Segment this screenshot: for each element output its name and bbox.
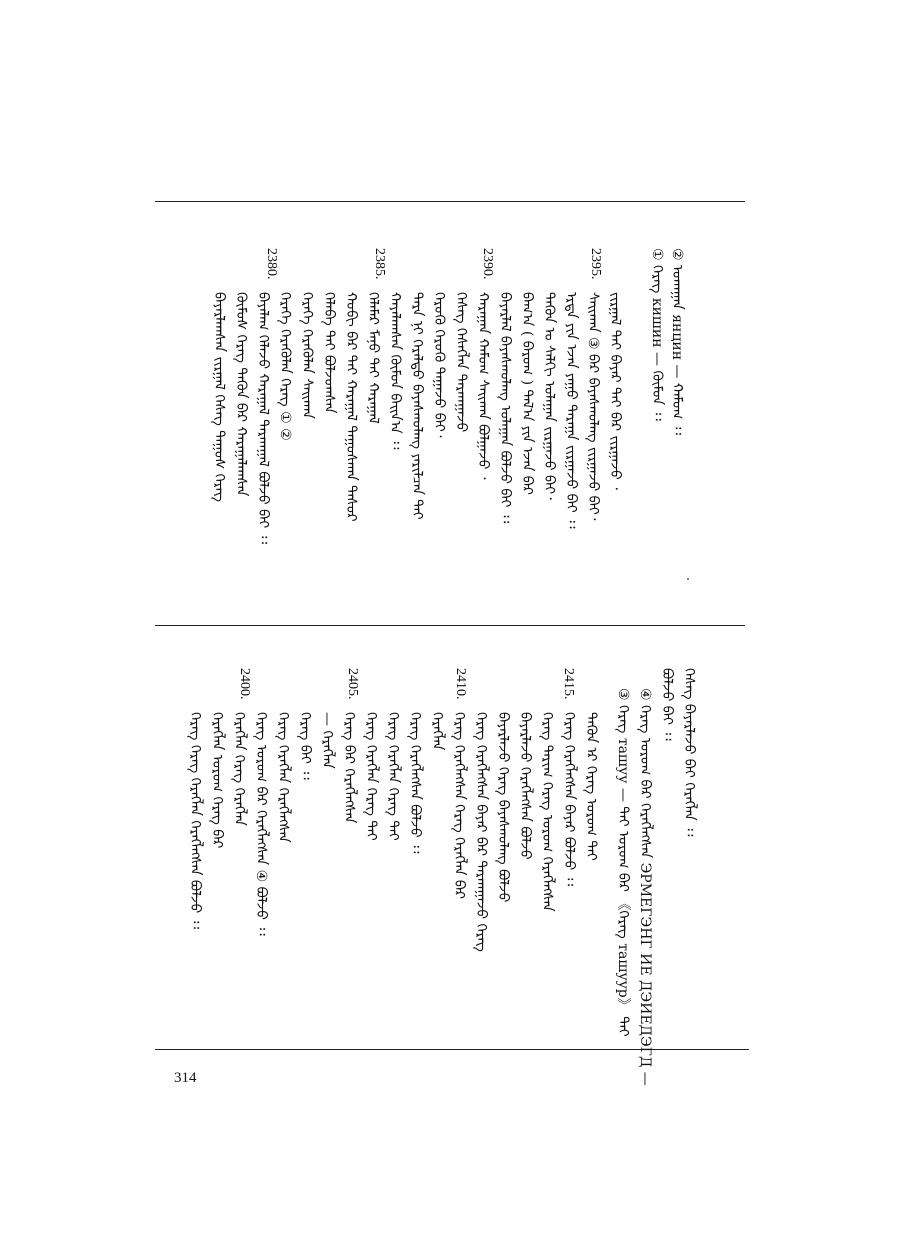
header-line: ᠪᠣᠯᠵᠤ ᠪᠠᠢ ᠄᠄ (659, 668, 675, 741)
header-line: ᠬᠡᠰᠡᠭ ᠪᠠᠶᠠᠷᠯᠠᠵᠤ ᠪᠠᠢ ᠬᠡᠷᠡᠭᠯᠡᠨ ᠄᠄ (681, 668, 697, 837)
verse-line: — ᠬᠡᠷᠡᠭᠯᠡᠨ (319, 712, 335, 769)
footnote-line: ② ᠤᠬᠠᠭᠠᠨ янцин — ᠬᠠᠮᠤᠭ ᠄᠄ (669, 248, 685, 435)
line-number: 2390. (480, 248, 495, 280)
verse-block-bottom (187, 668, 704, 1228)
verse-line: ᠬᠡᠷᠡᠭ ᠪᠠᠷ ᠬᠡᠷᠡᠭᠯᠡᠭᠰᠡᠨ (341, 712, 357, 824)
verse-line: ᠪᠠᠶᠠᠷᠯᠠᠵᠤ ᠬᠡᠷᠡᠭ ᠪᠠᠶᠠᠰᠬᠤᠯᠠᠩ ᠪᠣᠯᠵᠤ (495, 712, 511, 903)
verse-line: ᠬᠡᠷᠡᠭᠯᠡᠨ ᠬᠡᠷᠡᠭ ᠬᠡᠷᠡᠭᠯᠡᠨ (231, 712, 247, 826)
verse-line: ᠬᠡᠷᠡᠭᠯᠡᠨ ᠤᠷᠤᠭ ᠬᠡᠷᠡᠭ ᠪᠠᠷ (209, 712, 225, 849)
verse-line: ᠲᠡᠭᠦᠨ ᠡᠷ ᠬᠡᠷᠡᠭ ᠤᠷᠤᠭ ᠲᠠᠢ (583, 712, 599, 861)
verse-line: ᠲᠡᠭᠦᠨ ᠤ ᠰᠠᠯᠬᠢ ᠤᠯᠠᠭᠠᠨ ᠵᠢᠷᠭᠠᠵᠤ ᠪᠠᠢ᠂ (541, 292, 557, 500)
verse-line: ᠪᠠᠭ᠎ᠠ ( ᠪᠠᠷᠤᠭ ) ᠲᠠᠯ᠎ᠠ ᠶᠢᠨ ᠡᠵᠡᠨ ᠪᠠᠷ (519, 292, 535, 495)
verse-line: ᠬᠡᠷᠦᠭᠦ ᠬᠡᠷᠦᠭᠦ ᠳᠠᠭᠠᠵᠤ ᠪᠠᠢ᠂ (431, 292, 447, 438)
verse-line: ᠬᠠᠶᠠᠯᠠᠭᠰᠠᠨ ᠬᠦᠮᠦᠨ ᠪᠠᠢᠨ᠎ᠠ ᠄᠄ (387, 292, 403, 450)
verse-line: ᠪᠠᠶᠠᠷᠯᠠᠭᠰᠠᠨ ᠵᠢᠷᠭᠠᠯ ᠬᠡᠰᠡᠭ ᠳᠠᠭᠤᠰ ᠬᠡᠷᠡᠭ (211, 292, 227, 503)
header-rule (155, 201, 745, 202)
speck (687, 578, 689, 580)
verse-line: ᠬᠡᠷᠡᠭᠯᠡᠨ (429, 712, 445, 751)
verse-line: ᠬᠡᠷᠡᠭ ᠬᠡᠷᠡᠭᠯᠡᠭᠰᠡᠨ ᠪᠠᠶᠠᠷ ᠪᠣᠯᠵᠤ ᠄᠄ (561, 712, 577, 886)
verse-line: ᠬᠡᠷᠡᠭᠡ ᠬᠡᠷᠡᠭᠦᠯᠡᠨ ᠰᠠᠢᠬᠠᠨ (299, 292, 315, 419)
verse-line: ᠰᠠᠢᠬᠠᠨ ③ ᠪᠠᠷ ᠪᠠᠶᠠᠰᠬᠤᠯᠠᠩ ᠵᠢᠷᠭᠠᠵᠤ ᠪᠠᠢ᠂ (585, 292, 601, 521)
verse-line: ᠬᠦᠮᠦᠰ ᠬᠡᠷᠡᠭ ᠲᠡᠭᠦᠨ ᠪᠠᠷ ᠬᠠᠷᠠᠭᠠᠯᠠᠭᠰᠠᠨ (233, 292, 249, 497)
line-number: 2380. (264, 248, 279, 280)
footnote-line: ① ᠬᠡᠷᠡᠭ кишин — ᠬᠦᠮᠦᠨ ᠄᠄ (649, 248, 665, 421)
line-number: 2415. (561, 668, 576, 700)
verse-line: ᠪᠠᠶᠠᠷᠯᠠᠯ ᠪᠠᠶᠠᠰᠬᠤᠯᠠᠩ ᠤᠯᠠᠭᠠᠨ ᠪᠣᠯᠵᠤ ᠪᠠᠢ ᠄᠄ (497, 292, 513, 524)
verse-line: ᠬᠡᠷᠡᠭ ᠬᠡᠷᠡᠭ ᠬᠡᠷᠡᠭᠯᠡᠨ ᠬᠡᠷᠡᠭᠯᠡᠭᠰᠡᠨ ᠪᠣᠯᠵᠤ ᠄᠄ (187, 712, 203, 929)
verse-line: ᠬᠡᠰᠡᠭ ᠬᠡᠰᠡᠭᠯᠡᠨ ᠲᠠᠷᠬᠠᠭᠠᠵᠤ (453, 292, 469, 433)
verse-line: ᠬᠡᠷᠡᠭ ᠬᠡᠷᠡᠭᠯᠡᠭᠰᠡᠨ ᠪᠠᠶᠠᠷ ᠪᠠᠷ ᠲᠠᠷᠬᠠᠭᠠᠵᠤ ᠬᠡᠷᠡᠭ (473, 712, 489, 952)
line-number: 2400. (237, 668, 252, 700)
line-number: 2385. (372, 248, 387, 280)
verse-line: ᠬᠡᠷᠡᠭᠡ ᠬᠡᠷᠡᠭᠦᠯᠡᠨ ᠬᠡᠷᠡᠭ ① ② (277, 292, 293, 441)
line-number: 2395. (588, 248, 603, 280)
verse-line: ᠡᠷᠳᠡ ᠶᠢᠨ ᠡᠵᠡᠨ ᠶᠠᠭᠤ ᠲᠠᠷᠠᠭᠠ ᠵᠢᠷᠭᠠᠵᠤ ᠪᠠᠢ ᠄᠄ (563, 292, 579, 529)
verse-line: ᠪᠠᠶᠠᠷᠯᠠᠵᠤ ᠬᠡᠷᠡᠭᠯᠡᠭᠰᠡᠨ ᠪᠣᠯᠵᠤ (517, 712, 533, 860)
verse-line: ᠬᠡᠯᠡᠪᠡ ᠲᠠᠢ ᠪᠣᠯᠵᠤᠭᠰᠠᠨ (321, 292, 337, 414)
verse-line: ᠬᠡᠷᠡᠭ ᠬᠡᠷᠡᠭᠯᠡᠨ ᠬᠡᠷᠡᠭ ᠲᠠᠢ (385, 712, 401, 841)
verse-line: ᠬᠡᠷᠡᠭ ᠬᠡᠷᠡᠭᠯᠡᠭᠰᠡᠨ ᠬᠡᠷᠡᠭ ᠬᠡᠷᠡᠭᠯᠡᠨ ᠪᠠᠷ (451, 712, 467, 899)
verse-line: ᠬᠡᠷᠡᠭ ᠪᠠᠢ ᠄᠄ (297, 712, 313, 780)
verse-line: ᠬᠡᠷᠡᠭ ᠬᠡᠷᠡᠭᠯᠡᠭᠰᠡᠨ ᠪᠣᠯᠵᠤ ᠄᠄ (407, 712, 423, 854)
verse-line: ᠲᠡᠷᠡ ᠨᠢ ᠭᠡᠷᠡᠯᠲᠦ ᠪᠠᠶᠠᠰᠬᠤᠯᠠᠩ ᠶᠠᠷᠢᠯᠴᠠᠨ ᠲᠠᠢ (409, 292, 425, 520)
verse-line: ᠬᠠᠷᠠᠭᠠᠨ ᠬᠠᠮᠤᠭ ᠰᠠᠢᠬᠠᠨ ᠪᠣᠯᠭᠠᠵᠤ ᠂ (475, 292, 491, 480)
verse-line: ᠬᠡᠷᠡᠭ ᠬᠡᠷᠡᠭᠯᠡᠨ ᠬᠡᠷᠡᠭᠯᠡᠭᠰᠡᠨ (275, 712, 291, 843)
verse-line: ᠪᠠᠶᠠᠯᠠᠭ ᠬᠡᠯᠡᠵᠤ ᠬᠠᠷᠠᠭᠠᠯ ᠲᠠᠷᠬᠠᠭᠠᠯ ᠪᠣᠯᠵᠤ ᠪᠠᠢ ᠄᠄ (255, 292, 271, 544)
verse-line: ᠬᠡᠷᠡᠭ ᠬᠡᠷᠡᠭᠯᠡᠨ ᠬᠡᠷᠡᠭ ᠲᠠᠢ (363, 712, 379, 841)
verse-line: ᠬᠡᠷᠡᠭ ᠤᠷᠤᠭ ᠪᠠᠷ ᠬᠡᠷᠡᠭᠯᠡᠭᠰᠡᠨ ④ ᠪᠣᠯᠵᠤ ᠄᠄ (253, 712, 269, 936)
verse-line: ᠵᠢᠷᠭᠠᠯ ᠲᠠᠢ ᠪᠠᠶᠠᠷ ᠲᠠᠢ ᠪᠡᠷ ᠵᠢᠷᠭᠠᠵᠤ ᠂ (607, 292, 623, 490)
verse-line: ᠬᠤᠪᠢ ᠪᠠᠷ ᠲᠠᠢ ᠬᠠᠷᠠᠭᠠᠯ ᠳᠠᠭᠤᠰᠬᠠᠨ ᠲᠠᠰᠤᠷ (343, 292, 359, 522)
line-number: 2410. (453, 668, 468, 700)
verse-line: ᠬᠡᠷᠡᠭ ᠲᠠᠷᠢᠭ ᠬᠡᠷᠡᠭ ᠤᠷᠤᠭ ᠬᠡᠷᠡᠭᠯᠡᠭᠰᠡᠨ (539, 712, 555, 912)
line-number: 2405. (345, 668, 360, 700)
verse-line: ᠬᠡᠯᠡᠮᠡᠷ ᠮᠠᠨᠤ ᠲᠠᠢ ᠬᠠᠷᠠᠭᠠᠯ (365, 292, 381, 424)
footnote-line: ③ ᠬᠡᠷᠡᠭ ташуу — ᠲᠠᠢ ᠤᠷᠤᠭ ᠪᠠᠷ 《ᠬᠡᠷᠡᠭ ташуур》 ᠲᠠᠢ (615, 688, 631, 1037)
page-number: 314 (174, 1070, 197, 1086)
footnote-line: ④ ᠬᠡᠷᠡᠭ ᠤᠷᠤᠭ ᠪᠠᠷ ᠬᠡᠷᠡᠭᠯᠡᠭᠰᠡᠨ ЭРМЕГЭНГ ИЕ ДЭИЕДЭГД — (637, 688, 653, 1086)
